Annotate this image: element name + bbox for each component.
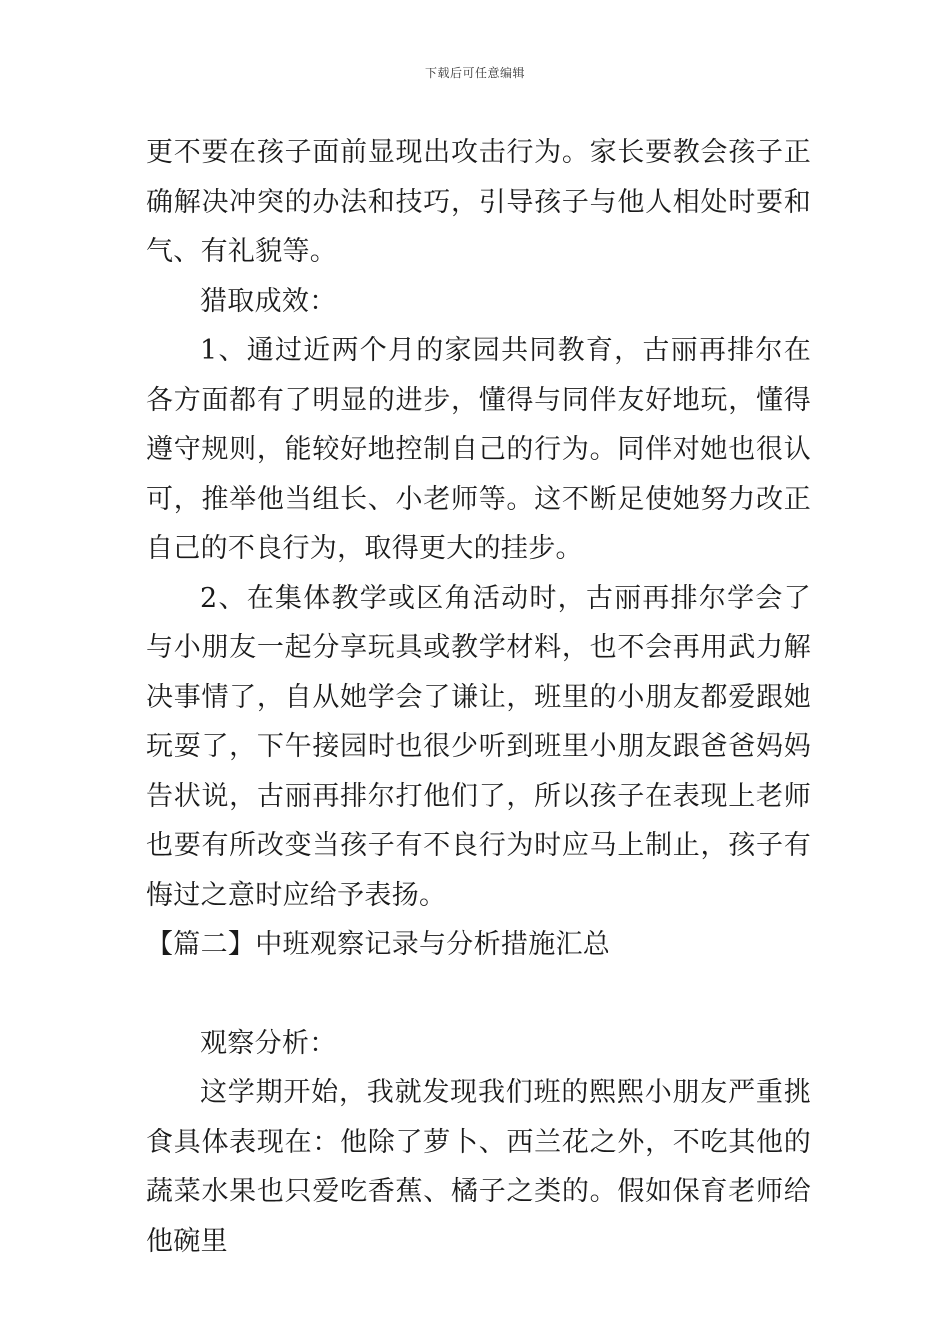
- paragraph-continuation: 更不要在孩子面前显现出攻击行为。家长要教会孩子正确解决冲突的办法和技巧，引导孩子与他人相处时要和气、有礼貌等。: [146, 137, 811, 267]
- paragraph-result-2: 2、在集体教学或区角活动时，古丽再排尔学会了与小朋友一起分享玩具或教学材料，也不会再用武力解决事情了，自从她学会了谦让，班里的小朋友都爱跟她玩耍了，下午接园时也很少听到班里小朋友跟爸爸妈妈告状说，古丽再排尔打他们了，所以孩子在表现上老师也要有所改变当孩子有不良行为时应马上制止，孩子有悔过之意时应给予表扬。: [146, 582, 811, 911]
- blank-line: [146, 970, 811, 1019]
- paragraph-observation: 这学期开始，我就发现我们班的熙熙小朋友严重挑食具体表现在：他除了萝卜、西兰花之外，不吃其他的蔬菜水果也只爱吃香蕉、橘子之类的。假如保育老师给他碗里: [146, 1077, 811, 1257]
- section-heading-part-two: 【篇二】中班观察记录与分析措施汇总: [146, 929, 611, 960]
- section-label-results: 猎取成效：: [200, 285, 337, 317]
- paragraph-result-1: 1、通过近两个月的家园共同教育，古丽再排尔在各方面都有了明显的进步，懂得与同伴友好地玩，懂得遵守规则，能较好地控制自己的行为。同伴对她也很认可，推举他当组长、小老师等。这不断足使她努力改正自己的不良行为，取得更大的挂步。: [146, 335, 811, 564]
- document-body: [146, 128, 811, 1266]
- page-header-note: 下载后可任意编辑: [424, 66, 525, 80]
- section-label-observation: 观察分析：: [200, 1027, 337, 1059]
